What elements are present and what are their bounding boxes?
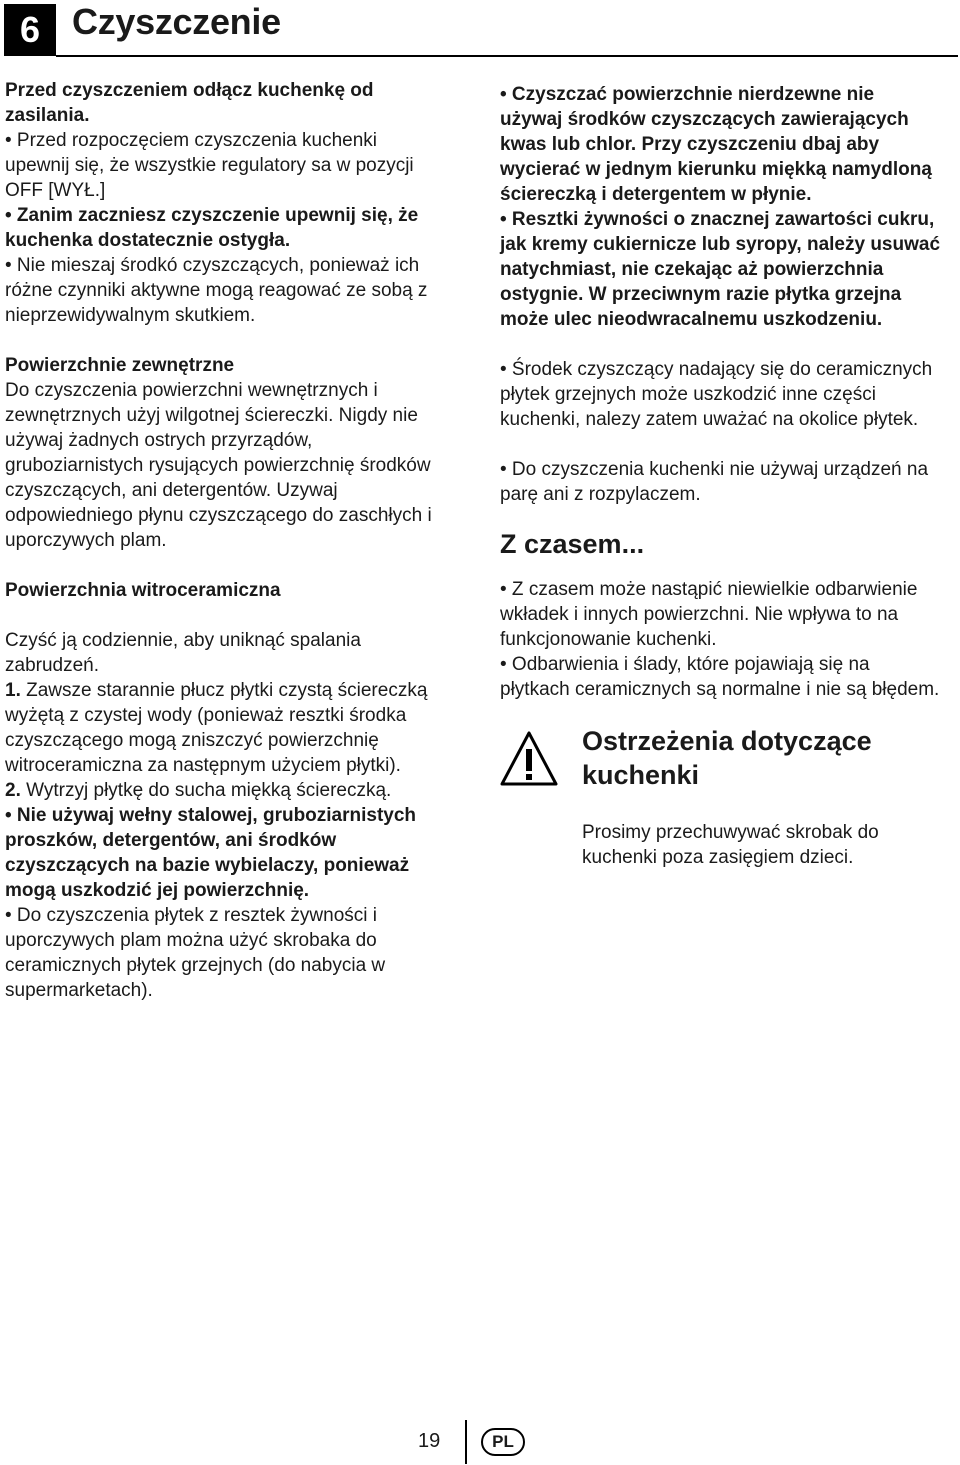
bullet-no-steam: • Do czyszczenia kuchenki nie używaj urządzeń na parę ani z rozpylaczem. [500,459,929,505]
bullet-sugar-residue: • Resztki żywności o znacznej zawartości cukru, jak kremy cukiernicze lub syropy, należy usuwać natychmiast, nie czekając aż powierzchnia ostygnie. W przeciwnym razie płytka grzejna może ulec nieodwracalnemu uszkodzeniu. [500,209,941,330]
heading-external-surfaces: Powierzchnie zewnętrzne [5,355,235,376]
external-surfaces-text: Do czyszczenia powierzchni wewnętrznych i zewnętrznych użyj wilgotnej ściereczki. Nigdy nie używaj żadnych ostrych przyrządów, gruboziarnistych rysujących powierzchnię środków czyszczących, ani detergentów. Uzywaj odpowiedniego płynu czyszczącego do zaschłych i uporczywych plam. [5,380,432,551]
warning-triangle-icon [500,730,558,788]
bullet-cooled-down: • Zanim zaczniesz czyszczenie upewnij się, że kuchenka dostatecznie ostygła. [5,205,419,251]
step-1-number: 1. [5,680,21,701]
page-title: Czyszczenie [72,1,281,42]
warning-section [500,724,940,894]
step-2-text: Wytrzyj płytkę do sucha miękką ściereczką. [20,780,392,801]
footer-divider [465,1420,467,1464]
section-number-badge: 6 [4,4,56,56]
warning-text: Prosimy przechuwywać skrobak do kuchenki poza zasięgiem dzieci. [582,822,879,868]
bullet-no-mixing: • Nie mieszaj środkó czyszczących, ponieważ ich różne czynniki aktywne mogą reagować ze sobą z nieprzewidywalnym skutkiem. [5,255,428,326]
title-divider [56,55,958,57]
step-2-number: 2. [5,780,21,801]
bullet-regulators-off: • Przed rozpoczęciem czyszczenia kuchenki upewnij się, że wszystkie regulatory sa w pozycji OFF [WYŁ.] [5,130,414,201]
step-2 [5,778,445,803]
bullet-discoloration: • Z czasem może nastąpić niewielkie odbarwienie wkładek i innych powierzchni. Nie wpływa to na funkcjonowanie kuchenki. [500,579,918,650]
heading-ceramic-surface: Powierzchnia witroceramiczna [5,580,281,601]
bullet-marks-normal: • Odbarwienia i ślady, które pojawiają się na płytkach ceramicznych są normalne i nie są błędem. [500,654,940,700]
language-badge: PL [481,1428,525,1456]
ceramic-intro: Czyść ją codziennie, aby uniknąć spalania zabrudzeń. [5,630,361,676]
page-number: 19 [418,1430,441,1452]
bullet-no-steel-wool: • Nie używaj wełny stalowej, gruboziarnistych proszków, detergentów, ani środków czyszczących na bazie wybielaczy, ponieważ mogą uszkodzić jej powierzchnię. [5,805,417,901]
right-column [500,82,940,894]
bullet-scraper: • Do czyszczenia płytek z resztek żywności i uporczywych plam można użyć skrobaka do ceramicznych płytek grzejnych (do nabycia w supermarketach). [5,905,386,1001]
step-1-text: Zawsze starannie płucz płytki czystą ściereczką wyżętą z czystej wody (ponieważ resztki środka czyszczącego mogą zniszczyć powierzchnię witroceramiczna za następnym użyciem płytki). [5,680,428,776]
intro-warning: Przed czyszczeniem odłącz kuchenkę od zasilania. [5,80,374,126]
left-column [5,78,445,1003]
step-1 [5,678,445,778]
bullet-stainless-steel: • Czyszczać powierzchnie nierdzewne nie używaj środków czyszczących zawierających kwas lub chlor. Przy czyszczeniu dbaj aby wycierać w jednym kierunku miękką namydloną ściereczką i detergentem w płynie. [500,84,932,205]
bullet-cleaning-agent: • Środek czyszczący nadający się do ceramicznych płytek grzejnych może uszkodzić inne części kuchenki, nalezy zatem uważać na okolice płytek. [500,359,933,430]
warning-heading: Ostrzeżenia dotyczące kuchenki [582,726,872,790]
heading-over-time: Z czasem... [500,529,645,559]
